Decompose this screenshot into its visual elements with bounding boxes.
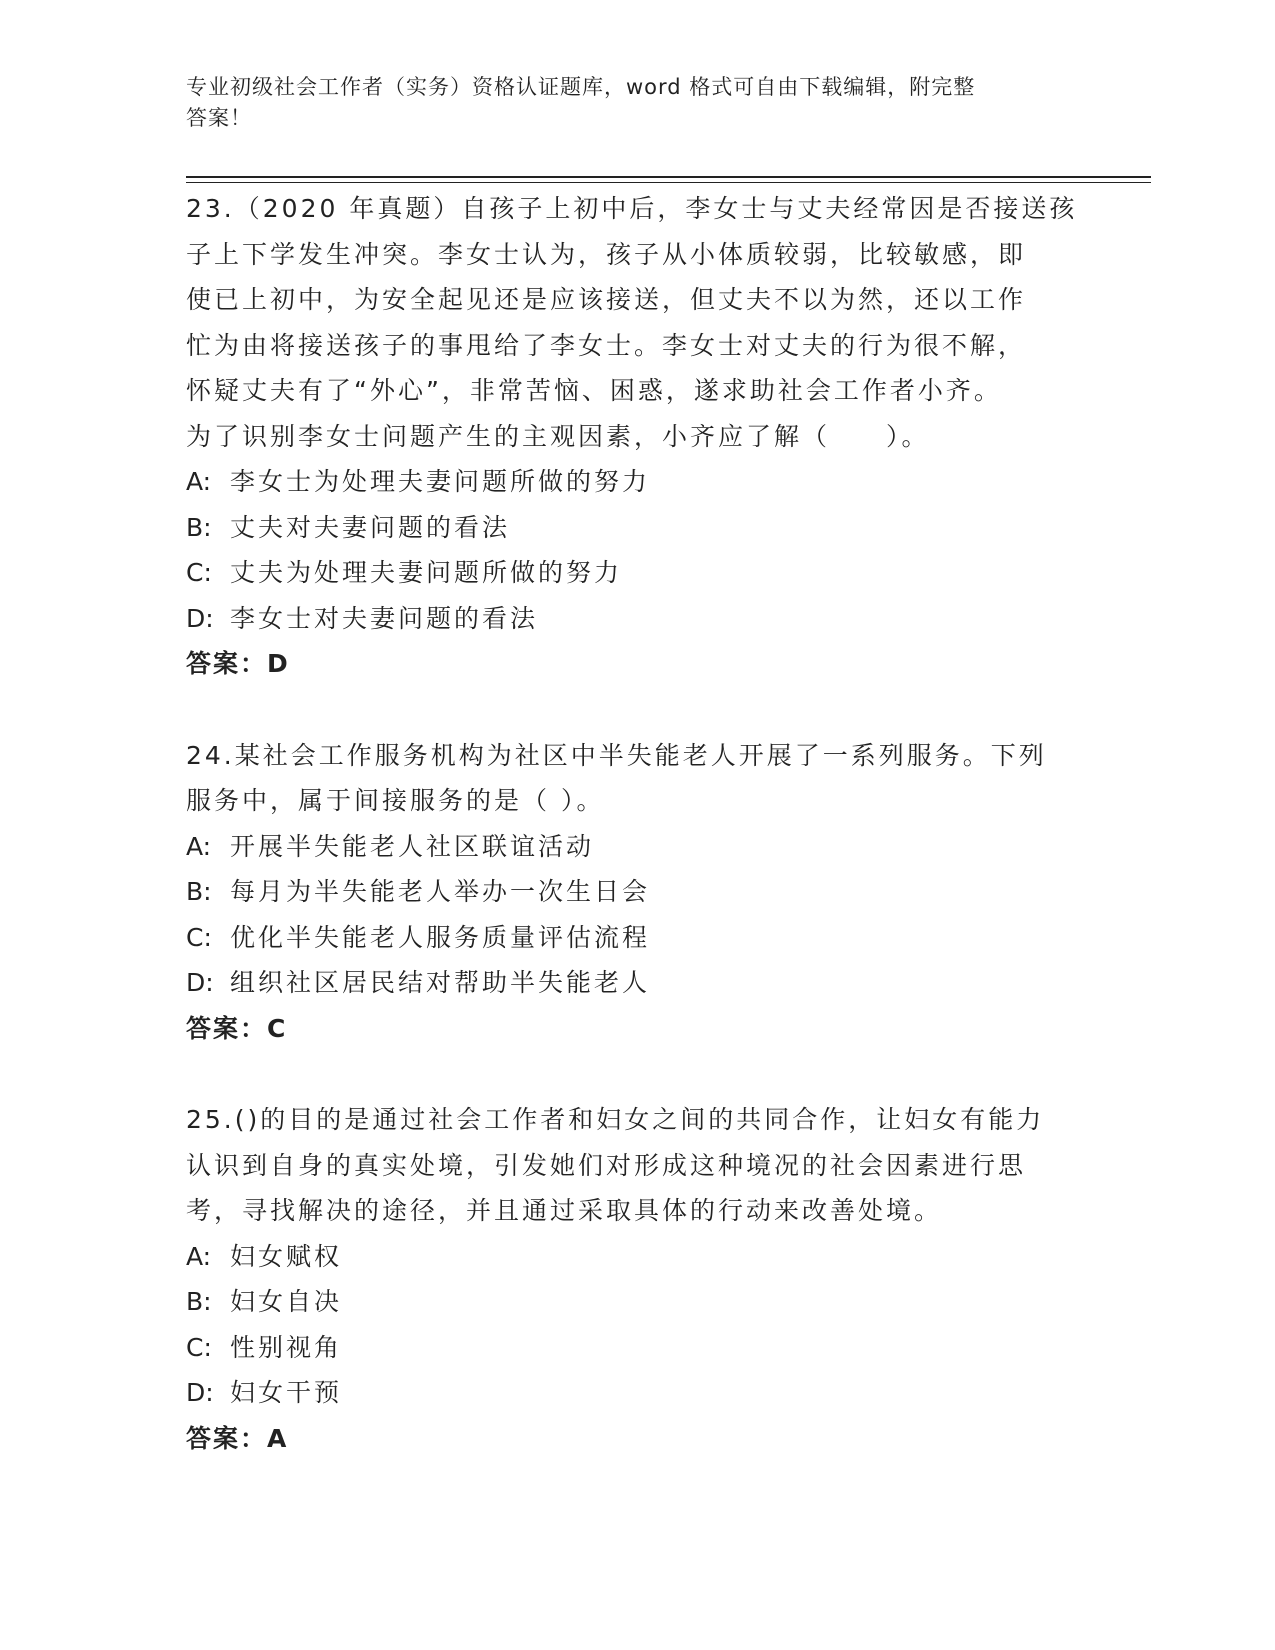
question-stem	[186, 733, 1086, 824]
option-d	[186, 1370, 1086, 1416]
question-stem	[186, 186, 1086, 459]
stem-line: 25.()的目的是通过社会工作者和妇女之间的共同合作，让妇女有能力	[186, 1105, 1045, 1134]
option-text: 丈夫为处理夫妻问题所做的努力	[230, 558, 623, 587]
option-a	[186, 459, 1086, 505]
option-key: C:	[186, 922, 212, 952]
option-c	[186, 550, 1086, 596]
option-b	[186, 869, 1086, 915]
stem-line: 子上下学发生冲突。李女士认为，孩子从小体质较弱，比较敏感，即	[186, 239, 1027, 269]
option-key: D:	[186, 1378, 214, 1407]
option-key: D:	[186, 603, 214, 633]
answer-line: 答案：C	[186, 1013, 288, 1043]
option-text: 组织社区居民结对帮助半失能老人	[230, 968, 651, 997]
option-text: 妇女自决	[230, 1287, 343, 1316]
answer-line: 答案：D	[186, 649, 290, 678]
option-text: 优化半失能老人服务质量评估流程	[230, 922, 651, 952]
option-key: A:	[186, 467, 212, 496]
header-line-1: 专业初级社会工作者（实务）资格认证题库，word 格式可自由下载编辑，附完整	[186, 75, 976, 99]
option-key: B:	[186, 877, 212, 906]
question-23	[186, 186, 1086, 687]
document-header	[186, 72, 1066, 134]
option-key: A:	[186, 1241, 212, 1271]
option-key: D:	[186, 968, 214, 997]
option-text: 李女士对夫妻问题的看法	[230, 603, 539, 633]
option-text: 每月为半失能老人举办一次生日会	[230, 877, 651, 906]
header-divider-thin	[186, 182, 1151, 183]
option-text: 开展半失能老人社区联谊活动	[230, 831, 595, 861]
stem-line: 服务中，属于间接服务的是（ ）。	[186, 786, 605, 815]
option-b	[186, 1279, 1086, 1325]
stem-line: 忙为由将接送孩子的事甩给了李女士。李女士对丈夫的行为很不解，	[186, 330, 1027, 360]
stem-line: 为了识别李女士问题产生的主观因素，小齐应了解（ ）。	[186, 421, 930, 451]
question-stem	[186, 1097, 1086, 1234]
option-d	[186, 596, 1086, 642]
option-key: C:	[186, 1332, 212, 1362]
question-25	[186, 1097, 1086, 1461]
question-24	[186, 733, 1086, 1052]
option-a	[186, 1234, 1086, 1280]
option-d	[186, 960, 1086, 1006]
stem-line: 认识到自身的真实处境，引发她们对形成这种境况的社会因素进行思	[186, 1150, 1027, 1180]
question-list	[186, 186, 1086, 1507]
option-c	[186, 1325, 1086, 1371]
option-text: 丈夫对夫妻问题的看法	[230, 512, 511, 542]
option-b	[186, 505, 1086, 551]
stem-line: 考，寻找解决的途径，并且通过采取具体的行动来改善处境。	[186, 1196, 943, 1225]
option-text: 性别视角	[230, 1332, 343, 1362]
option-text: 妇女赋权	[230, 1241, 343, 1271]
stem-line: 怀疑丈夫有了“外心”，非常苦恼、困惑，遂求助社会工作者小齐。	[186, 376, 1002, 405]
option-c	[186, 915, 1086, 961]
option-text: 妇女干预	[230, 1378, 343, 1407]
stem-line: 使已上初中，为安全起见还是应该接送，但丈夫不以为然，还以工作	[186, 285, 1027, 314]
stem-line: 23.（2020 年真题）自孩子上初中后，李女士与丈夫经常因是否接送孩	[186, 194, 1078, 223]
option-text: 李女士为处理夫妻问题所做的努力	[230, 467, 651, 496]
header-line-2: 答案！	[186, 106, 252, 130]
option-key: C:	[186, 558, 212, 587]
header-divider-thick	[186, 176, 1151, 178]
option-key: B:	[186, 512, 212, 542]
answer-line: 答案：A	[186, 1423, 289, 1453]
option-key: A:	[186, 831, 212, 861]
option-key: B:	[186, 1287, 212, 1316]
stem-line: 24.某社会工作服务机构为社区中半失能老人开展了一系列服务。下列	[186, 740, 1047, 770]
option-a	[186, 824, 1086, 870]
